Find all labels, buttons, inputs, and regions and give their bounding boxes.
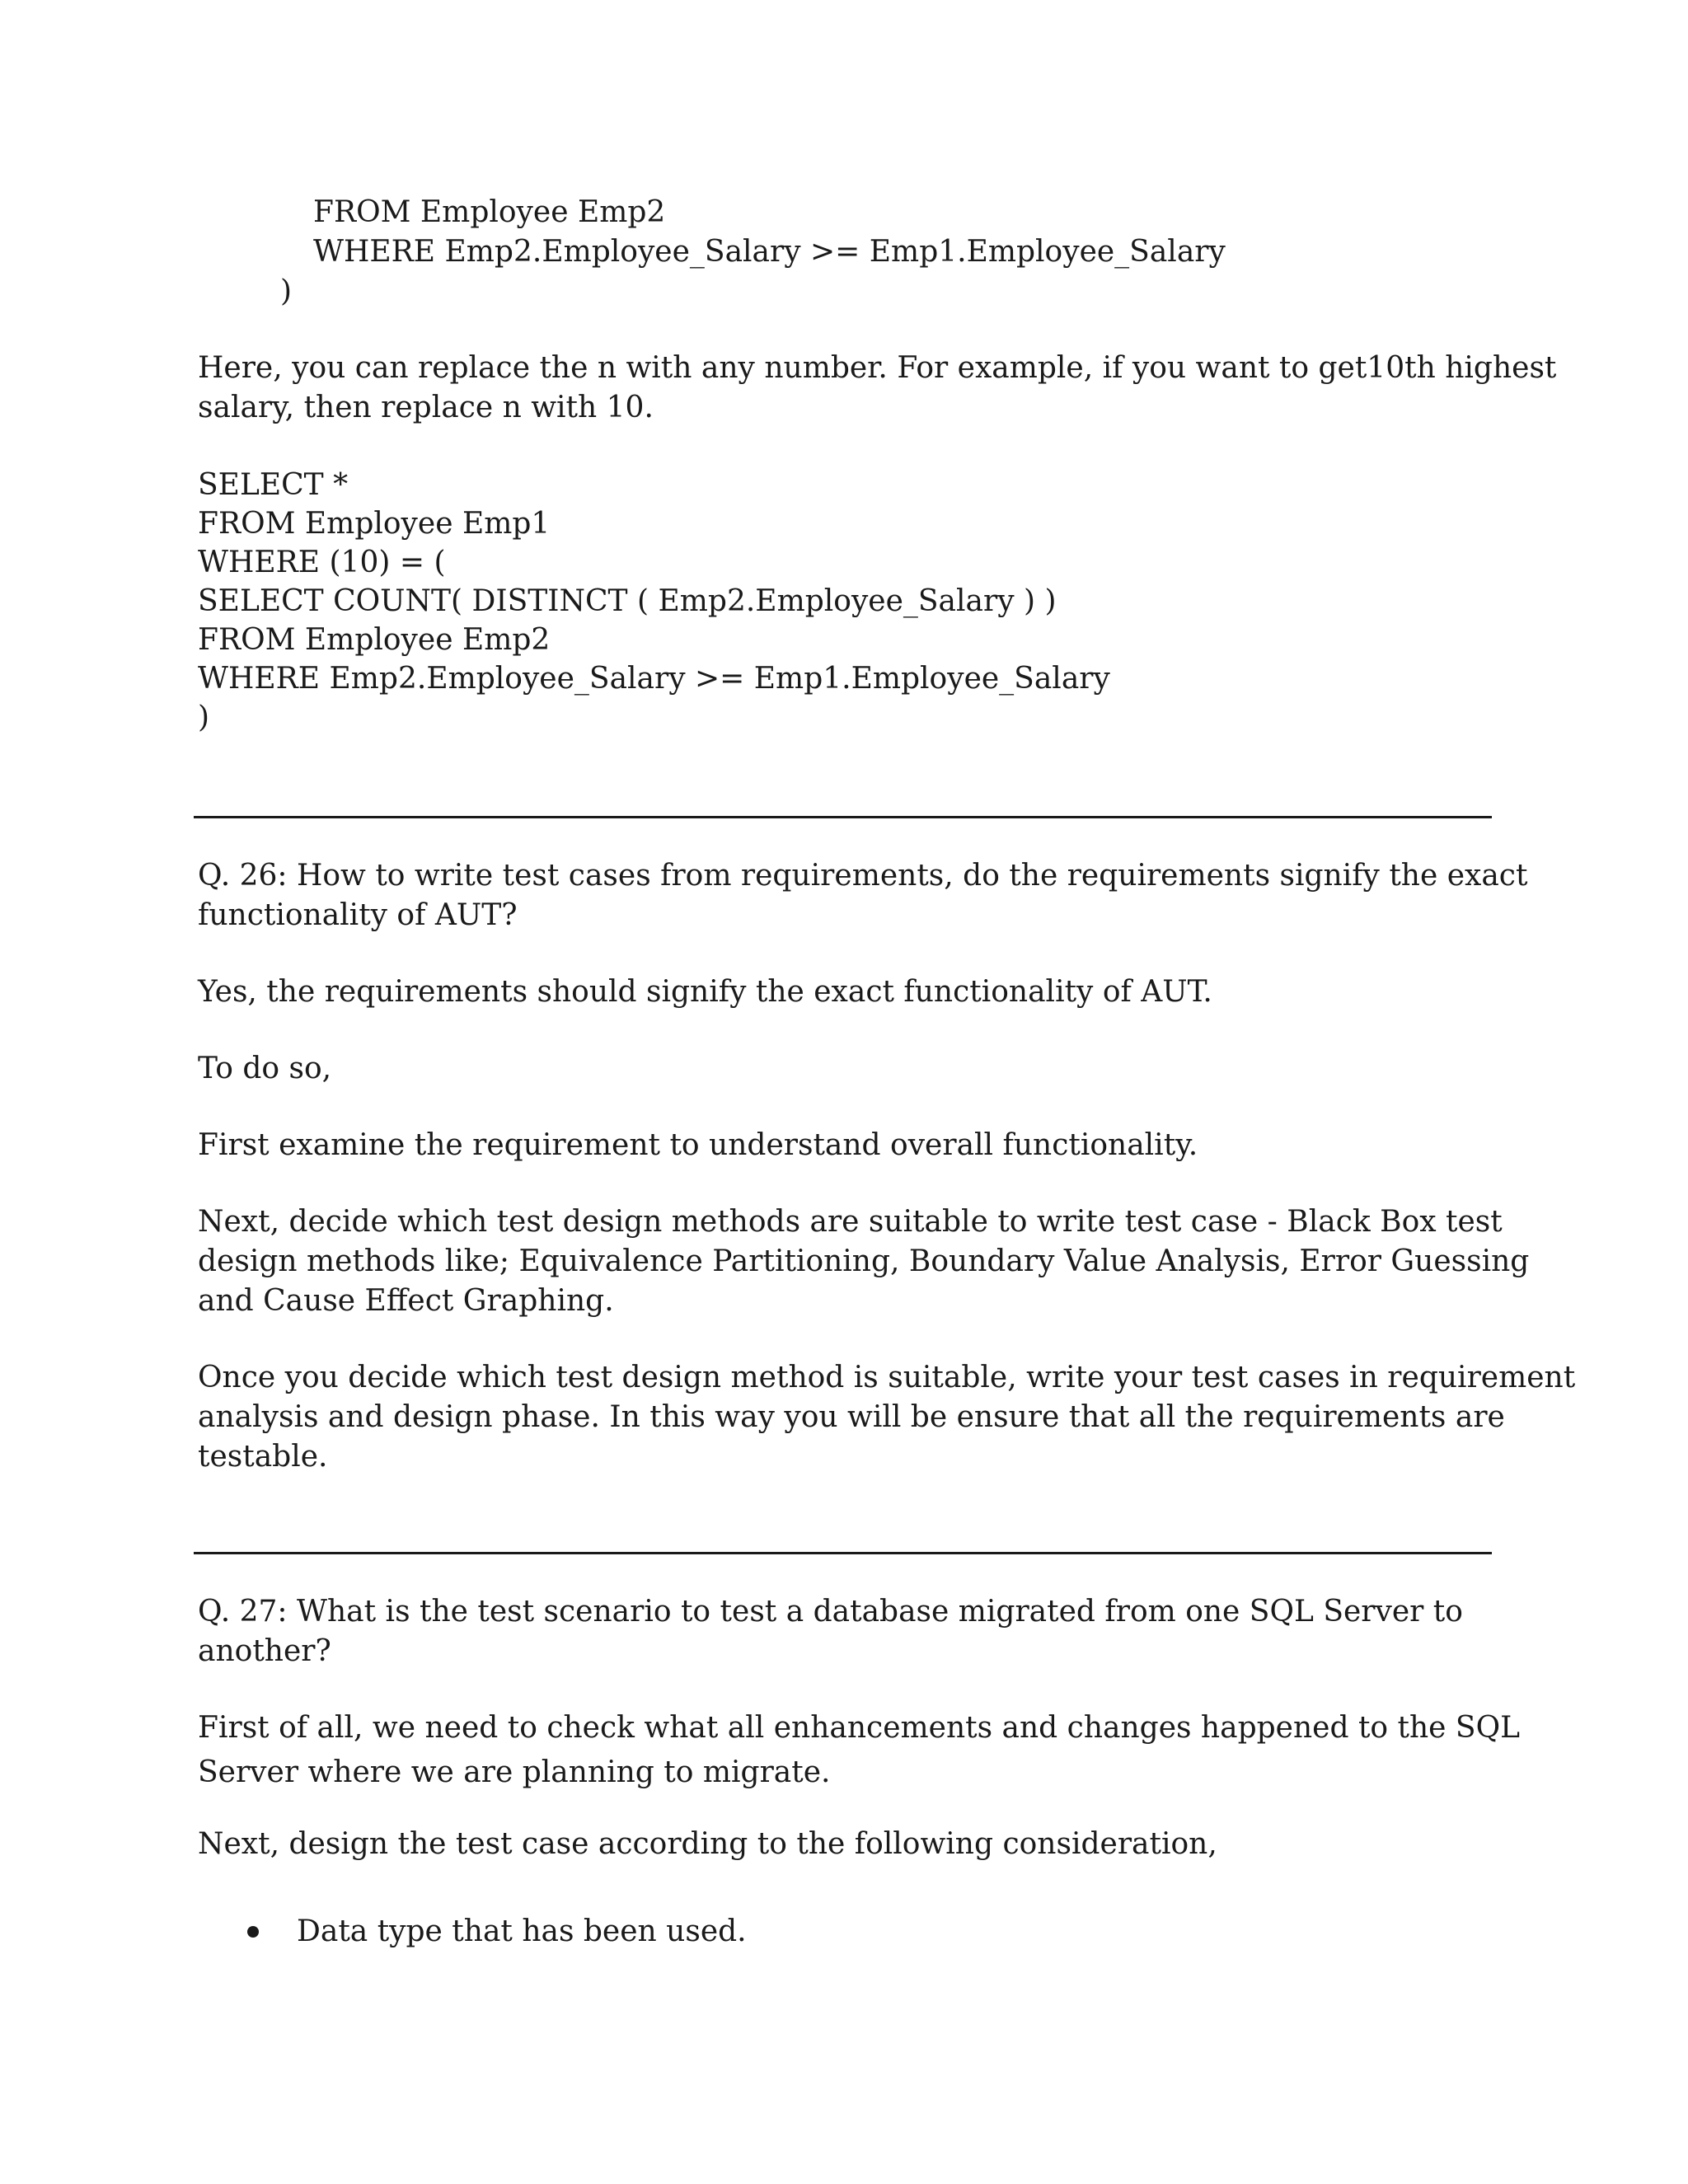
code-line: WHERE (10) = ( xyxy=(198,546,446,579)
paragraph-line: Here, you can replace the n with any number. For example, if you want to get10th highest xyxy=(198,351,1557,385)
paragraph-line: Once you decide which test design method is suitable, write your test cases in requirement xyxy=(198,1361,1576,1394)
code-line: WHERE Emp2.Employee_Salary >= Emp1.Employee_Salary xyxy=(313,235,1226,269)
paragraph-line: testable. xyxy=(198,1440,328,1474)
bullet-icon xyxy=(247,1926,259,1938)
question-heading: Q. 26: How to write test cases from requirements, do the requirements signify the exact xyxy=(198,859,1528,893)
question-heading: Q. 27: What is the test scenario to test a database migrated from one SQL Server to xyxy=(198,1595,1463,1629)
code-line: FROM Employee Emp2 xyxy=(313,195,666,229)
code-line: WHERE Emp2.Employee_Salary >= Emp1.Employee_Salary xyxy=(198,662,1110,696)
list-item: Data type that has been used. xyxy=(297,1915,747,1948)
code-line: ) xyxy=(280,274,293,308)
section-divider xyxy=(194,816,1492,818)
code-line: FROM Employee Emp1 xyxy=(198,507,551,541)
paragraph-line: design methods like; Equivalence Partitioning, Boundary Value Analysis, Error Guessing xyxy=(198,1244,1530,1278)
paragraph-line: First examine the requirement to understand overall functionality. xyxy=(198,1128,1198,1162)
code-line: SELECT * xyxy=(198,468,349,502)
paragraph-line: salary, then replace n with 10. xyxy=(198,391,654,424)
paragraph-line: and Cause Effect Graphing. xyxy=(198,1284,614,1318)
question-heading: another? xyxy=(198,1634,331,1668)
code-line: FROM Employee Emp2 xyxy=(198,623,551,657)
code-line: ) xyxy=(198,701,210,734)
paragraph-line: Yes, the requirements should signify the exact functionality of AUT. xyxy=(198,975,1212,1009)
paragraph-line: Next, decide which test design methods are suitable to write test case - Black Box test xyxy=(198,1205,1503,1239)
code-line: SELECT COUNT( DISTINCT ( Emp2.Employee_Salary ) ) xyxy=(198,584,1057,618)
paragraph-line: Next, design the test case according to the following consideration, xyxy=(198,1827,1217,1861)
question-heading: functionality of AUT? xyxy=(198,898,518,932)
paragraph-line: Server where we are planning to migrate. xyxy=(198,1755,831,1789)
section-divider xyxy=(194,1552,1492,1554)
paragraph-line: To do so, xyxy=(198,1052,332,1085)
paragraph-line: First of all, we need to check what all enhancements and changes happened to the SQL xyxy=(198,1711,1521,1745)
paragraph-line: analysis and design phase. In this way you will be ensure that all the requirements are xyxy=(198,1400,1505,1434)
